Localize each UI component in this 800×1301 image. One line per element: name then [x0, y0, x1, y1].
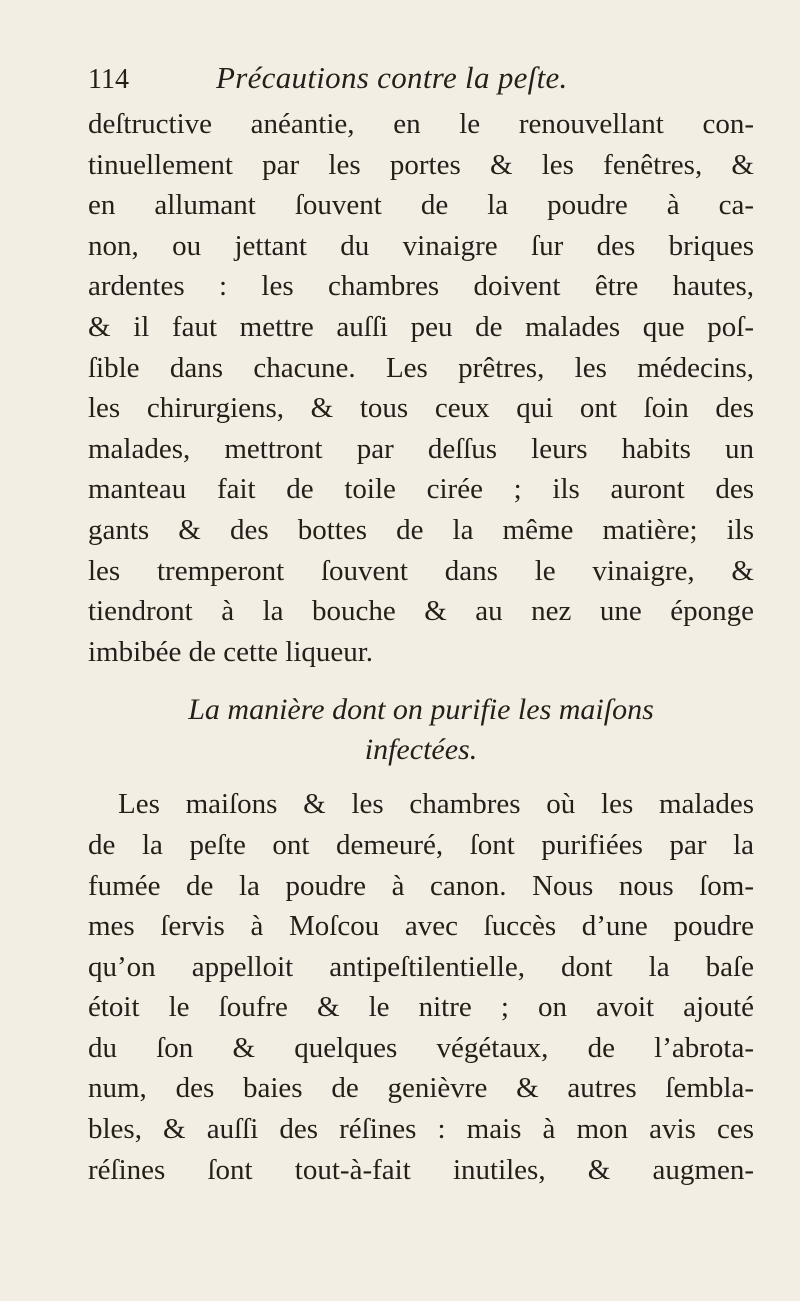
paragraph-purification — [88, 784, 754, 1190]
text-line: non, ou jettant du vinaigre ſur des briques — [88, 229, 754, 262]
text-line: mes ſervis à Moſcou avec ſuccès d’une poudre — [88, 910, 754, 943]
text-line: malades, mettront par deſſus leurs habits un — [88, 432, 754, 465]
text-line: bles, & auſſi des réſines : mais à mon avis ces — [88, 1113, 754, 1146]
text-line: du ſon & quelques végétaux, de l’abrota- — [88, 1031, 754, 1064]
text-line: & il faut mettre auſſi peu de malades que poſ- — [88, 310, 754, 343]
text-line: deſtructive anéantie, en le renouvellant con- — [88, 108, 754, 140]
text-line: fumée de la poudre à canon. Nous nous ſom- — [88, 869, 754, 902]
text-line: en allumant ſouvent de la poudre à ca- — [88, 189, 754, 222]
text-line: ſible dans chacune. Les prêtres, les médecins, — [88, 351, 754, 384]
text-line: de la peſte ont demeuré, ſont purifiées par la — [88, 828, 754, 861]
text-line: tinuellement par les portes & les fenêtres, & — [88, 148, 754, 181]
text-line: Les maiſons & les chambres où les malades — [118, 788, 754, 821]
running-head — [88, 60, 754, 100]
text-line: tiendront à la bouche & au nez une éponge — [88, 595, 754, 628]
text-line: num, des baies de genièvre & autres ſembla- — [88, 1072, 754, 1105]
text-line: qu’on appelloit antipeſtilentielle, dont la baſe — [88, 950, 754, 983]
text-line: imbibée de cette liqueur. — [88, 635, 374, 668]
text-line: ardentes : les chambres doivent être hautes, — [88, 270, 754, 303]
page-number: 114 — [88, 64, 129, 95]
running-title: Précautions contre la peſte. — [216, 60, 568, 95]
text-line: manteau fait de toile cirée ; ils auront des — [88, 473, 754, 506]
text-line: étoit le ſoufre & le nitre ; on avoit ajouté — [88, 991, 754, 1024]
section-heading-line: La manière dont on purifie les maiſons — [188, 693, 654, 727]
section-heading-line: infectées. — [364, 733, 478, 767]
section-heading — [88, 690, 754, 770]
text-line: gants & des bottes de la même matière; ils — [88, 513, 754, 546]
paragraph-continued — [88, 104, 754, 672]
text-line: réſines ſont tout-à-fait inutiles, & augmen- — [88, 1153, 754, 1186]
text-line: les tremperont ſouvent dans le vinaigre, & — [88, 554, 754, 587]
text-line: les chirurgiens, & tous ceux qui ont ſoin des — [88, 392, 754, 425]
